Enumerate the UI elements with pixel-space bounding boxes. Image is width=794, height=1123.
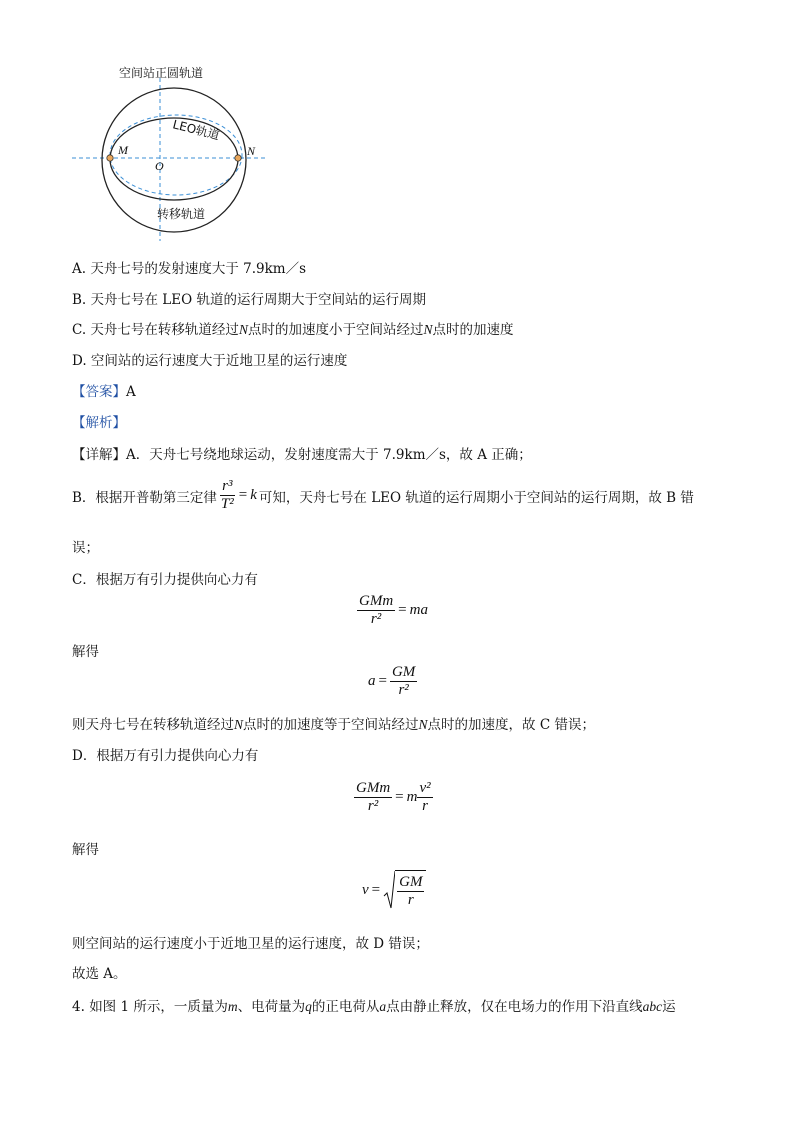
- eq1-den: r²: [370, 611, 382, 627]
- eq3-num2: v²: [419, 780, 431, 796]
- eq2-den: r²: [398, 682, 409, 698]
- q4-mid1: 、电荷量为: [237, 999, 306, 1015]
- eq2-lhs: a: [368, 673, 376, 689]
- detail-b-post: 可知，天舟七号在 LEO 轨道的运行周期小于空间站的运行周期，故 B 错: [258, 489, 694, 506]
- leo-orbit-label: LEO轨道: [171, 117, 221, 143]
- equation-3: $\frac{\text{GMm}}{\text{r²}}$ = m $\frac{\text{v²}}{r}$: [356, 780, 431, 814]
- point-m-marker: [107, 155, 113, 161]
- c-concl-mid: 点时的加速度等于空间站经过: [243, 717, 419, 733]
- option-c: [72, 318, 513, 338]
- solve-1: 解得: [72, 644, 99, 660]
- equation-4: v = $\frac{GM}{r}$: [362, 870, 426, 910]
- sqrt-body: [395, 870, 426, 910]
- eq4-lhs: v: [362, 881, 369, 898]
- q4-abc: abc: [642, 999, 663, 1014]
- eq1-num: GMm: [359, 593, 394, 609]
- eq3-num: GMm: [356, 780, 391, 796]
- detail-d: D．根据万有引力提供向心力有: [72, 748, 259, 764]
- detail-c-conclusion: [72, 713, 595, 733]
- q4-post: 运: [662, 999, 676, 1015]
- q4-pre: 如图 1 所示，一质量为: [89, 999, 228, 1015]
- point-n-label: N: [247, 144, 256, 158]
- detail-a-text: A．天舟七号绕地球运动，发射速度需大于 7.9km／s，故 A 正确；: [126, 447, 532, 463]
- q4-m: m: [227, 999, 238, 1014]
- equation-1: $\frac{\text{GMm}}{\text{r²}}$ = ma: [359, 593, 428, 627]
- option-c-post: 点时的加速度: [432, 322, 514, 338]
- eq3-fraction-2: [417, 780, 432, 815]
- radical-icon: [383, 870, 395, 910]
- c-concl-post: 点时的加速度，故 C 错误；: [427, 717, 595, 733]
- analysis-label: 【解析】: [72, 415, 126, 431]
- point-n-ref: N: [234, 717, 244, 732]
- point-o-label: O: [155, 159, 164, 173]
- q4-q: q: [305, 999, 312, 1014]
- point-n-marker: [235, 155, 241, 161]
- detail-b-pre: B．根据开普勒第三定律: [72, 489, 217, 506]
- q4-mid3: 点由静止释放，仅在电场力的作用下沿直线: [386, 999, 643, 1015]
- transfer-orbit-label: 转移轨道: [157, 207, 206, 221]
- eq1-rhs: ma: [409, 602, 428, 618]
- eq4-num: GM: [399, 874, 423, 890]
- detail-c: C．根据万有引力提供向心力有: [72, 572, 258, 588]
- point-n-ref: N: [423, 322, 433, 337]
- station-orbit-label: 空间站正圆轨道: [119, 66, 204, 80]
- option-b: B. 天舟七号在 LEO 轨道的运行周期大于空间站的运行周期: [72, 292, 426, 308]
- answer-label: 【答案】: [72, 384, 126, 400]
- detail-d-conclusion: 则空间站的运行速度小于近地卫星的运行速度，故 D 错误；: [72, 936, 429, 952]
- c-concl-pre: 则天舟七号在转移轨道经过: [72, 717, 234, 733]
- detail-b-cont: 误；: [72, 540, 99, 556]
- detail-label: 【详解】: [72, 447, 126, 463]
- point-n-ref: N: [238, 322, 248, 337]
- eq3-m: m: [406, 789, 418, 805]
- eq4-den: r: [407, 892, 414, 908]
- q4-mid2: 的正电荷从: [311, 999, 380, 1015]
- point-m-label: M: [118, 143, 128, 157]
- orbit-diagram: [60, 58, 280, 248]
- detail-b: [72, 478, 694, 513]
- answer-value: A: [126, 384, 136, 400]
- kepler-fraction: [219, 478, 236, 513]
- q4-a: a: [379, 999, 387, 1014]
- final-choice: 故选 A。: [72, 966, 127, 982]
- eq3-fraction: [354, 780, 392, 815]
- next-question: [72, 995, 676, 1015]
- sqrt-sign: [383, 870, 426, 910]
- kepler-num: r³: [222, 478, 233, 494]
- option-c-mid: 点时的加速度小于空间站经过: [247, 322, 424, 338]
- eq2-num: GM: [391, 664, 416, 680]
- eq2-fraction: [390, 664, 417, 699]
- option-a: A. 天舟七号的发射速度大于 7.9km／s: [72, 261, 307, 277]
- answer-line: [72, 380, 136, 400]
- eq4-fraction: [397, 874, 424, 909]
- kepler-den: T²: [220, 496, 234, 512]
- eq3-den2: r: [422, 798, 428, 814]
- option-d: D. 空间站的运行速度大于近地卫星的运行速度: [72, 353, 348, 369]
- detail-a: [72, 443, 532, 463]
- solve-2: 解得: [72, 842, 99, 858]
- eq3-den: r²: [367, 798, 379, 814]
- kepler-rhs: k: [250, 487, 257, 503]
- option-c-pre: C. 天舟七号在转移轨道经过: [72, 322, 239, 338]
- point-n-ref: N: [418, 717, 428, 732]
- equation-2: a = $\frac{GM}{\text{r²}}$: [368, 664, 416, 698]
- eq1-fraction: [357, 593, 395, 628]
- q4-number: 4.: [72, 999, 85, 1015]
- kepler-formula: $\frac{\text{r³}}{\text{T²}}$ = k: [220, 478, 257, 512]
